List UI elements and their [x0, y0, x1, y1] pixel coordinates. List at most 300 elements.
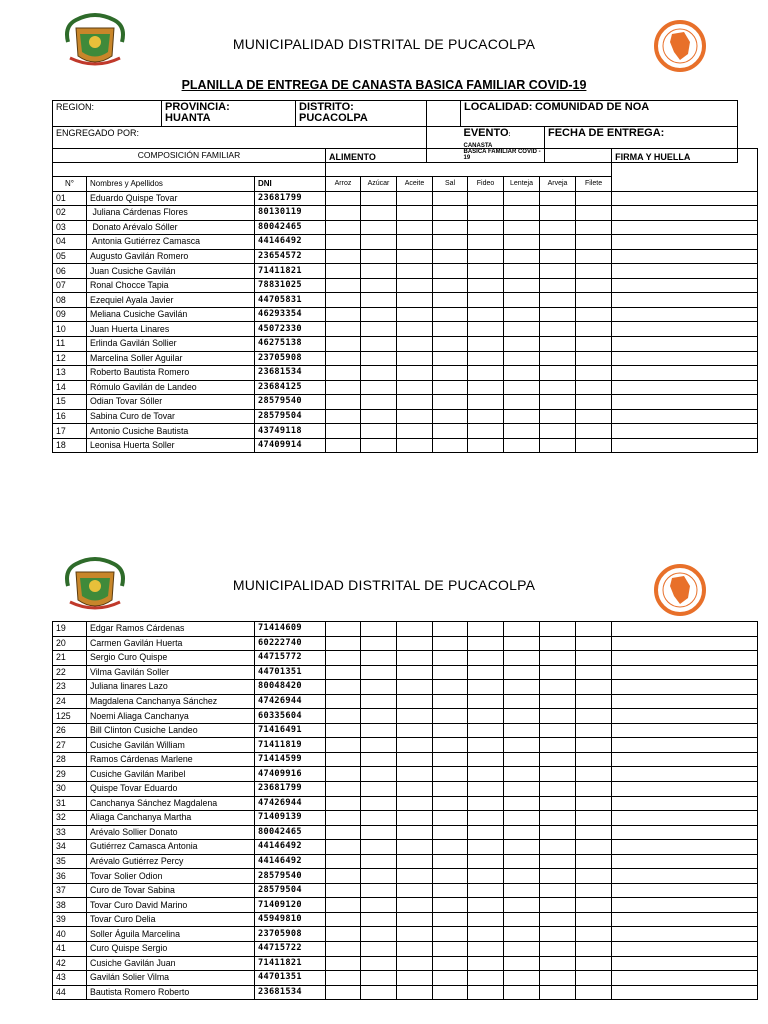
- alimento-check-cell: [433, 438, 468, 453]
- alimento-check-cell: [504, 723, 540, 738]
- alimento-check-cell: [504, 811, 540, 826]
- alimento-header: ALIMENTO: [326, 149, 612, 177]
- alimento-check-cell: [397, 854, 433, 869]
- alimento-check-cell: [433, 840, 468, 855]
- alimento-check-cell: [361, 665, 397, 680]
- alimento-check-cell: [540, 898, 576, 913]
- alimento-check-cell: [326, 636, 361, 651]
- alimento-check-cell: [397, 680, 433, 695]
- alimento-check-cell: [397, 665, 433, 680]
- alimento-check-cell: [540, 380, 576, 395]
- alimento-check-cell: [576, 825, 612, 840]
- row-dni: 23681534: [255, 985, 326, 1000]
- region-label: REGION:: [56, 102, 95, 112]
- alimento-check-cell: [576, 307, 612, 322]
- table-row: [53, 811, 758, 826]
- alimento-check-cell: [361, 709, 397, 724]
- alimento-check-cell: [540, 985, 576, 1000]
- alimento-check-cell: [504, 307, 540, 322]
- row-name: Juan Huerta Linares: [87, 322, 255, 337]
- row-number: 125: [53, 709, 87, 724]
- table-row: [53, 409, 758, 424]
- peru-map-seal-icon: [654, 564, 706, 616]
- alimento-check-cell: [326, 191, 361, 206]
- alimento-check-cell: [397, 956, 433, 971]
- table-row: [53, 351, 758, 366]
- alimento-check-cell: [468, 366, 504, 381]
- firma-cell: [612, 680, 758, 695]
- alimento-check-cell: [576, 927, 612, 942]
- alimento-check-cell: [540, 883, 576, 898]
- firma-cell: [612, 840, 758, 855]
- alimento-check-cell: [468, 651, 504, 666]
- table-row: [53, 293, 758, 308]
- alimento-check-cell: [504, 709, 540, 724]
- alimento-check-cell: [326, 796, 361, 811]
- row-number: 39: [53, 912, 87, 927]
- alimento-check-cell: [576, 883, 612, 898]
- row-number: 33: [53, 825, 87, 840]
- localidad-cell: [461, 101, 738, 127]
- row-name: Curo de Tovar Sabina: [87, 883, 255, 898]
- alimento-check-cell: [326, 366, 361, 381]
- table-row: [53, 307, 758, 322]
- alimento-check-cell: [468, 622, 504, 637]
- row-dni: 78831025: [255, 278, 326, 293]
- alimento-check-cell: [576, 898, 612, 913]
- alimento-check-cell: [397, 752, 433, 767]
- alimento-check-cell: [397, 191, 433, 206]
- alimento-check-cell: [397, 366, 433, 381]
- row-number: 26: [53, 723, 87, 738]
- alimento-check-cell: [468, 665, 504, 680]
- alimento-col-lenteja: Lenteja: [504, 177, 540, 192]
- row-number: 38: [53, 898, 87, 913]
- alimento-check-cell: [504, 840, 540, 855]
- alimento-check-cell: [433, 796, 468, 811]
- alimento-check-cell: [326, 723, 361, 738]
- table-row: [53, 796, 758, 811]
- alimento-check-cell: [326, 752, 361, 767]
- row-number: 35: [53, 854, 87, 869]
- alimento-check-cell: [540, 409, 576, 424]
- alimento-check-cell: [433, 622, 468, 637]
- alimento-check-cell: [576, 337, 612, 352]
- alimento-check-cell: [540, 264, 576, 279]
- firma-cell: [612, 438, 758, 453]
- alimento-check-cell: [361, 366, 397, 381]
- row-name: Donato Arévalo Sóller: [87, 220, 255, 235]
- alimento-check-cell: [361, 796, 397, 811]
- alimento-check-cell: [361, 380, 397, 395]
- row-dni: 28579504: [255, 409, 326, 424]
- alimento-check-cell: [540, 811, 576, 826]
- distrito-label: DISTRITO:: [299, 101, 354, 113]
- firma-cell: [612, 264, 758, 279]
- alimento-check-cell: [433, 956, 468, 971]
- alimento-check-cell: [397, 738, 433, 753]
- row-name: Ronal Chocce Tapia: [87, 278, 255, 293]
- row-name: Marcelina Soller Aguilar: [87, 351, 255, 366]
- table-row: [53, 752, 758, 767]
- firma-cell: [612, 723, 758, 738]
- alimento-check-cell: [468, 206, 504, 221]
- row-name: Sabina Curo de Tovar: [87, 409, 255, 424]
- alimento-check-cell: [397, 322, 433, 337]
- alimento-check-cell: [576, 622, 612, 637]
- alimento-check-cell: [397, 709, 433, 724]
- alimento-check-cell: [468, 898, 504, 913]
- row-name: Vilma Gavilán Soller: [87, 665, 255, 680]
- alimento-check-cell: [326, 694, 361, 709]
- alimento-check-cell: [326, 651, 361, 666]
- row-number: 14: [53, 380, 87, 395]
- firma-cell: [612, 409, 758, 424]
- firma-cell: [612, 971, 758, 986]
- firma-cell: [612, 206, 758, 221]
- alimento-check-cell: [433, 191, 468, 206]
- alimento-col-azucar: Azúcar: [361, 177, 397, 192]
- table-row: [53, 622, 758, 637]
- alimento-check-cell: [504, 395, 540, 410]
- alimento-check-cell: [433, 293, 468, 308]
- row-name: Tovar Curo David Marino: [87, 898, 255, 913]
- alimento-check-cell: [326, 927, 361, 942]
- table-row: [53, 694, 758, 709]
- firma-cell: [612, 380, 758, 395]
- alimento-check-cell: [326, 665, 361, 680]
- alimento-col-sal: Sal: [433, 177, 468, 192]
- alimento-check-cell: [468, 322, 504, 337]
- alimento-check-cell: [361, 825, 397, 840]
- alimento-col-filete: Filete: [576, 177, 612, 192]
- alimento-check-cell: [361, 767, 397, 782]
- row-number: 22: [53, 665, 87, 680]
- firma-cell: [612, 883, 758, 898]
- row-name: Gutiérrez Camasca Antonia: [87, 840, 255, 855]
- alimento-col-arroz: Arroz: [326, 177, 361, 192]
- alimento-check-cell: [361, 278, 397, 293]
- alimento-check-cell: [504, 380, 540, 395]
- row-name: Erlinda Gavilán Sollier: [87, 337, 255, 352]
- row-dni: 71409120: [255, 898, 326, 913]
- alimento-check-cell: [361, 651, 397, 666]
- alimento-check-cell: [576, 971, 612, 986]
- firma-cell: [612, 825, 758, 840]
- alimento-check-cell: [504, 220, 540, 235]
- alimento-check-cell: [433, 912, 468, 927]
- table-row: [53, 380, 758, 395]
- row-number: 34: [53, 840, 87, 855]
- alimento-check-cell: [504, 278, 540, 293]
- row-name: Bill Clinton Cusiche Landeo: [87, 723, 255, 738]
- row-name: Cusiche Gavilán Juan: [87, 956, 255, 971]
- row-name: Aliaga Canchanya Martha: [87, 811, 255, 826]
- alimento-check-cell: [433, 985, 468, 1000]
- table-row: [53, 220, 758, 235]
- alimento-check-cell: [397, 782, 433, 797]
- row-name: Soller Águila Marcelina: [87, 927, 255, 942]
- row-number: 06: [53, 264, 87, 279]
- alimento-check-cell: [326, 235, 361, 250]
- row-dni: 60335604: [255, 709, 326, 724]
- alimento-check-cell: [433, 782, 468, 797]
- alimento-check-cell: [433, 767, 468, 782]
- alimento-check-cell: [433, 942, 468, 957]
- alimento-check-cell: [576, 796, 612, 811]
- alimento-check-cell: [361, 738, 397, 753]
- alimento-check-cell: [361, 424, 397, 439]
- alimento-check-cell: [468, 191, 504, 206]
- row-dni: 47409914: [255, 438, 326, 453]
- alimento-check-cell: [504, 898, 540, 913]
- row-dni: 71411819: [255, 738, 326, 753]
- alimento-check-cell: [468, 694, 504, 709]
- firma-cell: [612, 898, 758, 913]
- alimento-check-cell: [433, 971, 468, 986]
- alimento-check-cell: [468, 854, 504, 869]
- alimento-check-cell: [576, 912, 612, 927]
- alimento-check-cell: [540, 971, 576, 986]
- alimento-check-cell: [326, 840, 361, 855]
- table-row: [53, 438, 758, 453]
- row-dni: 44705831: [255, 293, 326, 308]
- row-number: 40: [53, 927, 87, 942]
- alimento-check-cell: [397, 220, 433, 235]
- firma-cell: [612, 278, 758, 293]
- row-name: Cusiche Gavilán Maribel: [87, 767, 255, 782]
- row-dni: 47426944: [255, 796, 326, 811]
- table-row: [53, 206, 758, 221]
- alimento-check-cell: [504, 942, 540, 957]
- alimento-check-cell: [540, 927, 576, 942]
- row-dni: 71414599: [255, 752, 326, 767]
- alimento-check-cell: [397, 694, 433, 709]
- alimento-check-cell: [361, 395, 397, 410]
- table-row: [53, 840, 758, 855]
- alimento-check-cell: [326, 912, 361, 927]
- row-name: Ezequiel Ayala Javier: [87, 293, 255, 308]
- alimento-check-cell: [540, 249, 576, 264]
- alimento-col-fideo: Fideo: [468, 177, 504, 192]
- alimento-check-cell: [468, 438, 504, 453]
- alimento-check-cell: [361, 927, 397, 942]
- alimento-check-cell: [326, 985, 361, 1000]
- row-name: Edgar Ramos Cárdenas: [87, 622, 255, 637]
- municipality-title-page2: MUNICIPALIDAD DISTRITAL DE PUCACOLPA: [232, 577, 536, 593]
- alimento-check-cell: [361, 869, 397, 884]
- firma-cell: [612, 956, 758, 971]
- alimento-check-cell: [504, 424, 540, 439]
- alimento-check-cell: [576, 438, 612, 453]
- row-dni: 80042465: [255, 220, 326, 235]
- alimento-check-cell: [433, 723, 468, 738]
- alimento-check-cell: [433, 322, 468, 337]
- row-dni: 80048420: [255, 680, 326, 695]
- firma-cell: [612, 912, 758, 927]
- alimento-check-cell: [540, 337, 576, 352]
- evento-value-2: BASICA FAMILIAR COVID - 19: [463, 149, 541, 161]
- table-row: [53, 191, 758, 206]
- alimento-check-cell: [326, 424, 361, 439]
- alimento-check-cell: [361, 249, 397, 264]
- alimento-check-cell: [361, 680, 397, 695]
- alimento-check-cell: [540, 869, 576, 884]
- row-name: Carmen Gavilán Huerta: [87, 636, 255, 651]
- row-number: 09: [53, 307, 87, 322]
- table-row: [53, 854, 758, 869]
- firma-cell: [612, 854, 758, 869]
- alimento-check-cell: [361, 191, 397, 206]
- row-dni: 71414609: [255, 622, 326, 637]
- alimento-check-cell: [433, 636, 468, 651]
- alimento-check-cell: [397, 898, 433, 913]
- row-dni: 45072330: [255, 322, 326, 337]
- alimento-check-cell: [361, 752, 397, 767]
- alimento-check-cell: [576, 752, 612, 767]
- firma-cell: [612, 424, 758, 439]
- alimento-check-cell: [468, 337, 504, 352]
- row-name: Canchanya Sánchez Magdalena: [87, 796, 255, 811]
- alimento-check-cell: [576, 738, 612, 753]
- peru-map-seal-icon: [654, 20, 706, 72]
- alimento-check-cell: [397, 927, 433, 942]
- row-number: 28: [53, 752, 87, 767]
- row-number: 30: [53, 782, 87, 797]
- alimento-check-cell: [576, 220, 612, 235]
- alimento-check-cell: [326, 883, 361, 898]
- row-number: 20: [53, 636, 87, 651]
- alimento-check-cell: [361, 898, 397, 913]
- row-number: 32: [53, 811, 87, 826]
- table-row: [53, 869, 758, 884]
- alimento-check-cell: [540, 424, 576, 439]
- row-dni: 44715772: [255, 651, 326, 666]
- composicion-header: COMPOSICIÓN FAMILIAR: [53, 149, 326, 177]
- alimento-check-cell: [504, 752, 540, 767]
- alimento-check-cell: [361, 854, 397, 869]
- alimento-check-cell: [468, 723, 504, 738]
- alimento-check-cell: [540, 351, 576, 366]
- alimento-check-cell: [576, 191, 612, 206]
- alimento-check-cell: [433, 409, 468, 424]
- alimento-check-cell: [468, 409, 504, 424]
- alimento-check-cell: [361, 337, 397, 352]
- firma-cell: [612, 665, 758, 680]
- localidad-label: LOCALIDAD:: [464, 101, 533, 113]
- row-dni: 46275138: [255, 337, 326, 352]
- alimento-check-cell: [361, 264, 397, 279]
- firma-header: FIRMA Y HUELLA: [612, 149, 758, 192]
- alimento-check-cell: [468, 985, 504, 1000]
- row-dni: 44701351: [255, 971, 326, 986]
- alimento-check-cell: [397, 840, 433, 855]
- alimento-check-cell: [468, 869, 504, 884]
- row-dni: 23705908: [255, 351, 326, 366]
- table-row: [53, 366, 758, 381]
- provincia-cell: [162, 101, 296, 127]
- alimento-check-cell: [576, 278, 612, 293]
- alimento-check-cell: [361, 912, 397, 927]
- alimento-check-cell: [326, 898, 361, 913]
- alimento-check-cell: [540, 220, 576, 235]
- row-dni: 45949810: [255, 912, 326, 927]
- alimento-check-cell: [361, 307, 397, 322]
- firma-cell: [612, 249, 758, 264]
- alimento-check-cell: [361, 782, 397, 797]
- document-title: PLANILLA DE ENTREGA DE CANASTA BASICA FAMILIAR COVID-19: [181, 78, 587, 92]
- alimento-check-cell: [433, 307, 468, 322]
- row-dni: 44701351: [255, 665, 326, 680]
- row-dni: 28579540: [255, 395, 326, 410]
- alimento-check-cell: [540, 235, 576, 250]
- row-number: 05: [53, 249, 87, 264]
- alimento-check-cell: [540, 206, 576, 221]
- alimento-check-cell: [576, 206, 612, 221]
- alimento-check-cell: [433, 709, 468, 724]
- alimento-check-cell: [361, 723, 397, 738]
- table-row: [53, 709, 758, 724]
- alimento-check-cell: [504, 883, 540, 898]
- alimento-check-cell: [361, 985, 397, 1000]
- alimento-check-cell: [540, 680, 576, 695]
- alimento-check-cell: [397, 651, 433, 666]
- alimento-check-cell: [433, 206, 468, 221]
- row-dni: 44146492: [255, 840, 326, 855]
- row-name: Sergio Curo Quispe: [87, 651, 255, 666]
- alimento-check-cell: [397, 395, 433, 410]
- alimento-check-cell: [361, 942, 397, 957]
- firma-cell: [612, 738, 758, 753]
- row-name: Magdalena Canchanya Sánchez: [87, 694, 255, 709]
- alimento-check-cell: [361, 694, 397, 709]
- alimento-check-cell: [326, 249, 361, 264]
- alimento-check-cell: [504, 680, 540, 695]
- table-row: [53, 825, 758, 840]
- firma-cell: [612, 622, 758, 637]
- row-name: Arévalo Sollier Donato: [87, 825, 255, 840]
- row-number: 11: [53, 337, 87, 352]
- alimento-check-cell: [433, 249, 468, 264]
- row-name: Cusiche Gavilán William: [87, 738, 255, 753]
- table-row: [53, 723, 758, 738]
- alimento-check-cell: [540, 293, 576, 308]
- firma-cell: [612, 337, 758, 352]
- table-row: [53, 927, 758, 942]
- row-number: 04: [53, 235, 87, 250]
- row-number: 24: [53, 694, 87, 709]
- alimento-check-cell: [540, 278, 576, 293]
- firma-cell: [612, 782, 758, 797]
- alimento-check-cell: [540, 307, 576, 322]
- alimento-check-cell: [576, 651, 612, 666]
- alimento-check-cell: [326, 395, 361, 410]
- row-name: Juan Cusiche Gavilán: [87, 264, 255, 279]
- alimento-check-cell: [326, 709, 361, 724]
- alimento-check-cell: [576, 366, 612, 381]
- row-dni: 23705908: [255, 927, 326, 942]
- firma-cell: [612, 235, 758, 250]
- alimento-check-cell: [433, 278, 468, 293]
- row-name: Gavilán Solier Vilma: [87, 971, 255, 986]
- alimento-check-cell: [576, 351, 612, 366]
- alimento-check-cell: [397, 942, 433, 957]
- localidad-value: COMUNIDAD DE NOA: [534, 101, 650, 113]
- row-name: Tovar Curo Delia: [87, 912, 255, 927]
- alimento-check-cell: [576, 395, 612, 410]
- alimento-check-cell: [397, 796, 433, 811]
- provincia-label: PROVINCIA:: [165, 101, 230, 113]
